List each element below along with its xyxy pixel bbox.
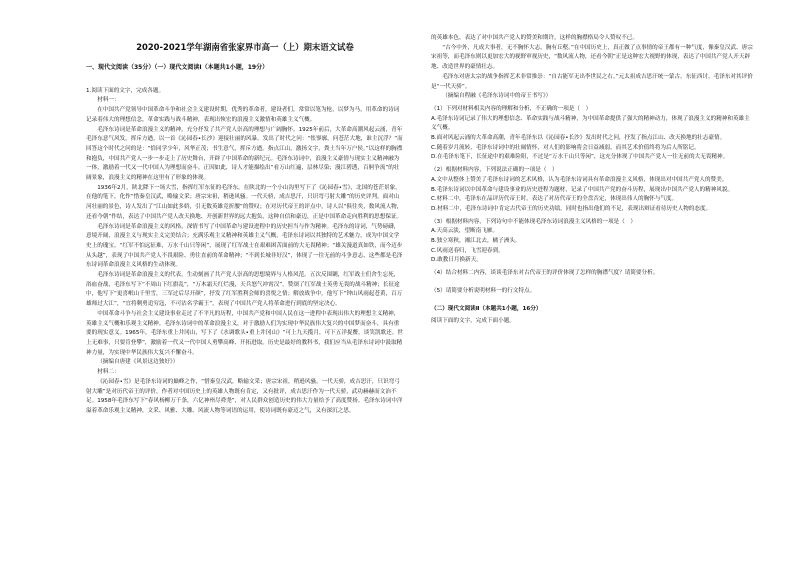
paragraph: 毛泽东对唐太宗的战争指挥艺术非常推崇：“自古能军无出李世民之右。”元太祖成吉思汗统一蒙古，东征西讨，毛泽东对其评价是“一代天骄”。 bbox=[431, 73, 753, 90]
paragraph: 的英雄本色，表达了对中国共产党人的赞美和期许，这样的胸襟格局令人赞叹不已。 bbox=[431, 35, 638, 41]
option-a: A.毛泽东诗词记录了伟大的理想信念、革命实践与战斗精神，为中国革命提供了强大的精神动力，体现了浪漫主义的精神和英雄主义气概。 bbox=[431, 115, 750, 132]
option-b: B.毛泽东诗词以中国革命与建设事业的历史进程为题材，记录了中国共产党的奋斗历程，展现出中国共产党人的精神风貌。 bbox=[431, 186, 734, 193]
paragraph: 在中国共产党领导中国革命斗争和社会主义建设时期，优秀的革命者，建设者们，常常以笔为枪，以梦为马，用革命的诗词记录着伟大的理想信念，革命实践与战斗精神，表现出恢宏的浪漫主义激情和英雄主义气概。 bbox=[86, 107, 400, 123]
option-c: C.风雨送春归，飞雪迎春到。 bbox=[431, 247, 504, 254]
paragraph: 《沁园春•雪》是毛泽东诗词的巅峰之作，“惜秦皇汉武，略输文采；唐宗宋祖，稍逊风骚。一代天骄，成吉思汗，只识弯弓射大雕”是对历代帝王的评价，作者对中国历史上的英雄人物既有肯定，又有批评，成吉思汗作为一代天骄，武功赫赫而文治不足。1958年毛泽东写下“春风杨柳万千条，六亿神州尽舜尧”，对人民群众创造历史的伟大力量给予了高度赞扬。毛泽东诗词中洋溢着革命乐观主义精神，文采、风雅、大雕、风流人物等词语的运用，使诗词既有豪迈之气，又有深沉之思。 bbox=[86, 378, 403, 414]
section-heading: （二）现代文阅读Ⅱ（本题共1小题，16分） bbox=[431, 305, 542, 312]
material-label: 材料一： bbox=[97, 97, 120, 104]
paragraph: 毛泽东诗词是革命浪漫主义的精神，充分抒发了共产党人崇高的理想与广阔胸怀。1925年前后，大革命高潮风起云涌，青年毛泽东意气风发，挥斥方遒，以一首《沁园春•长沙》迎接壮丽的风暴，发出了时代之问：“怅寥廓，问苍茫大地，谁主沉浮？”而回答这个时代之问的是：“恰同学少年，风华正茂；书生意气，挥斥方遒。指点江山，激扬文字，粪土当年万户侯。”以这样的胸襟和抱负，中国共产党人一步一步走上了历史舞台，开辟了中国革命的新纪元。毛泽东诗词中，浪漫主义豪情与现实主义精神融为一体，激励着一代又一代中国人为理想而奋斗。正因如此，诗人才能描绘出“看万山红遍，层林尽染；漫江碧透，百舸争流”的壮阔景象，浪漫主义的精神在这里有了形象的体现。 bbox=[86, 126, 403, 182]
option-d: D.在毛泽东笔下，长征途中的艰难险阻，不过是“万水千山只等闲”，这充分体现了中国共产党人一往无前的大无畏精神。 bbox=[431, 154, 729, 161]
paragraph: 中国革命斗争与社会主义建设事业走过了不平凡的历程，中国共产党和中国人民在这一进程中表现出伟大的理想主义精神，英雄主义气概和乐观主义精神。毛泽东诗词中的革命浪漫主义，对于激励人们为实现中华民族伟大复兴的中国梦而奋斗，具有重要的现实意义。1965年，毛泽东重上井冈山，写下了《水调歌头•重上井冈山》“可上九天揽月，可下五洋捉鳖，谈笑凯歌还。世上无难事，只要肯登攀”，激励着一代又一代中国人勇攀高峰、开拓进取。历史是最好的教科书，我们应当从毛泽东诗词中汲取精神力量，为实现中华民族伟大复兴不懈奋斗。 bbox=[86, 310, 403, 356]
paragraph: 毛泽东诗词是革命浪漫主义的代表，生动刻画了共产党人崇高的思想境界与人格风范。五次反围剿，红军战士们舍生忘死，浴血奋战，毛泽东写下“不周山下红旗乱”，“万木霜天红烂漫，天兵怒气冲霄汉”，赞颂了红军战士英勇无畏的战斗精神；长征途中，他写下“更喜岷山千里雪，三军过后尽开颜”，抒发了红军胜利会师的喜悦之情；解放战争中，他写下“钟山风雨起苍黄，百万雄师过大江”，“宜将剩勇追穷寇，不可沽名学霸王”，表现了中国共产党人将革命进行到底的坚定决心。 bbox=[86, 272, 403, 308]
option-d: D.材料二中，毛泽东诗词中肯定古代帝王的历史功绩，同时也指出他们的不足，表现出辩证看待历史人物的态度。 bbox=[431, 205, 712, 212]
option-b: B.独立寒秋，湘江北去，橘子洲头。 bbox=[431, 238, 521, 245]
question-4: （4）结合材料二内容，谈谈毛泽东对古代帝王的评价体现了怎样的胸襟气度？请简要分析。 bbox=[431, 270, 659, 277]
paragraph: 毛泽东诗词是革命浪漫主义的风格，深情书写了中国革命与建设进程中的历史担当与作为精神。毛泽东的诗词，气势磅礴，意境开阔，浪漫主义与现实主义完美结合；充满乐观主义精神和英雄主义气概，毛泽东诗词以其独特的艺术魅力，成为中国文学史上的瑰宝。“红军不怕远征难，万水千山只等闲”，展现了红军战士在艰难困苦面前的大无畏精神；“雄关漫道真如铁，而今迈步从头越”，表现了中国共产党人不畏艰险、勇往直前的革命精神；“不到长城非好汉”，体现了一往无前的斗争意志，这些都是毛泽东诗词革命浪漫主义风格的生动体现。 bbox=[86, 223, 403, 269]
section-heading: 一、现代文阅读（35分）（一）现代文阅读Ⅰ（本题共1小题，19分） bbox=[86, 64, 269, 71]
question-instruction: 阅读下面的文字，完成下面小题。 bbox=[431, 318, 515, 325]
option-a: A.文中从整体上赞美了毛泽东诗词的艺术风格，认为毛泽东诗词具有革命浪漫主义风格，体现出对中国共产党人的赞美。 bbox=[431, 176, 728, 183]
question-instruction: 1.阅读下面的文字，完成各题。 bbox=[86, 87, 165, 94]
left-column bbox=[86, 20, 404, 417]
source-note: （摘编自程融《毛泽东诗词中的帝王书写》） bbox=[442, 93, 552, 100]
right-column bbox=[431, 34, 753, 327]
paragraph: “古今中外，凡成大事者，无不胸怀大志，胸有丘壑。”在中国历史上，真正做了点事情的帝王都有一种气度，像秦皇汉武、唐宗宋祖等，而毛泽东则以更加宏大的视野审视历史，“数风流人物，还看今朝”正是这种宏大视野的体现，表达了中国共产党人开天辟地、改造世界的豪情壮志。 bbox=[431, 44, 753, 71]
question-1: （1）下列对材料相关内容的理解和分析，不正确的一项是（ ） bbox=[431, 105, 592, 112]
option-d: D.敢教日月换新天。 bbox=[431, 257, 482, 264]
question-2: （2）根据材料内容，下列说法正确的一项是（ ） bbox=[431, 167, 558, 174]
source-note: （摘编自唐建《风景这边独好》） bbox=[97, 359, 179, 366]
question-3: （3）根据材料内容，下列诗句中不能体现毛泽东诗词浪漫主义风格的一项是（ ） bbox=[431, 218, 636, 225]
question-5: （5）请简要分析说明材料一的行文特点。 bbox=[431, 287, 536, 294]
option-b: B.面对风起云涌的大革命高潮，青年毛泽东以《沁园春•长沙》发出时代之问，抒发了指点江山、改天换地的壮志豪情。 bbox=[431, 135, 726, 142]
exam-title: 2020-2021学年湖南省张家界市高一（上）期末语文试卷 bbox=[136, 42, 354, 52]
option-a: A.天高云淡，望断南飞雁。 bbox=[431, 228, 499, 235]
option-c: C.随着岁月流转，毛泽东诗词中的壮阔情怀，对人们的影响将会日益减弱，而其艺术价值终将为后人所铭记。 bbox=[431, 144, 700, 151]
paragraph: 1936年2月，陕北降下一场大雪，指挥红军东征的毛泽东，在陕北的一个小山沟里写下了《沁园春•雪》，北国的苍茫景象，在他的笔下，化作“惜秦皇汉武，略输文采；唐宗宋祖，稍逊风骚。一代天骄，成吉思汗，只识弯弓射大雕”的历史评判。面对山河壮丽的景色，诗人发出了“江山如此多娇，引无数英雄竞折腰”的赞叹；在对历代帝王的评点中，诗人以“俱往矣，数风流人物，还看今朝”作结，表达了中国共产党人改天换地、开创新世界的远大抱负，这种自信和豪迈，正是中国革命走向胜利的思想保证。 bbox=[86, 184, 403, 220]
material-label: 材料二： bbox=[97, 369, 120, 376]
option-c: C.材料二中，毛泽东在品评历代帝王时，表达了对历代帝王的全盘否定，体现出伟人的胸怀与气度。 bbox=[431, 196, 678, 203]
